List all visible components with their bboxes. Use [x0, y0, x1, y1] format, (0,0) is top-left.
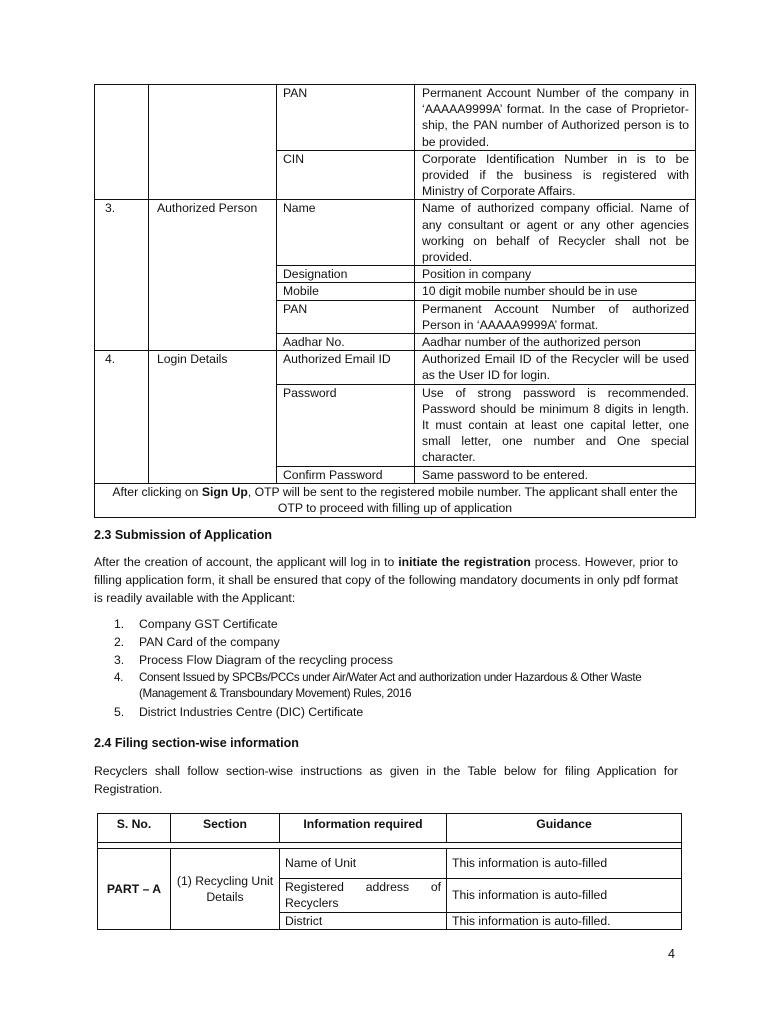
- part-cell: PART – A: [98, 849, 171, 930]
- section-guidance-table: [97, 813, 682, 930]
- column-header: S. No.: [98, 814, 171, 843]
- recycler-account-table: [94, 84, 696, 518]
- description-cell: Corporate Identification Number in is to be provided if the business is registered with Ministry of Corporate Affairs.: [415, 150, 696, 200]
- initiate-registration-label: initiate the registration: [398, 555, 531, 569]
- field-cell: Password: [277, 384, 415, 466]
- table-row: [95, 200, 696, 266]
- section-heading-2-4: 2.4 Filing section-wise information: [94, 736, 299, 750]
- mandatory-documents-list: [114, 616, 694, 722]
- description-cell: Name of authorized company official. Name of any consultant or agent or any other agencies working on behalf of Recycler shall not be provided.: [415, 200, 696, 266]
- section-cell: (1) Recycling Unit Details: [171, 849, 280, 930]
- category-cell: Login Details: [149, 351, 277, 484]
- sno-cell: 3.: [95, 200, 149, 351]
- info-cell: Registered address of Recyclers: [280, 879, 447, 913]
- info-cell: District: [280, 913, 447, 930]
- field-cell: Aadhar No.: [277, 334, 415, 351]
- table-row: [95, 85, 696, 151]
- description-cell: Position in company: [415, 266, 696, 283]
- field-cell: Authorized Email ID: [277, 351, 415, 384]
- sign-up-label: Sign Up: [201, 484, 248, 499]
- column-header: Section: [171, 814, 280, 843]
- column-header: Information required: [280, 814, 447, 843]
- list-item: [114, 634, 694, 650]
- list-number: 5.: [114, 705, 125, 719]
- list-item: [114, 652, 694, 668]
- section-heading-2-3: 2.3 Submission of Application: [94, 528, 273, 542]
- field-cell: Name: [277, 200, 415, 266]
- list-text: District Industries Centre (DIC) Certificate: [139, 705, 364, 719]
- footer-text-end: , OTP will be sent to the registered mobile number. The applicant shall enter the OTP to proceed with filling up of application: [247, 484, 678, 516]
- list-text: Consent Issued by SPCBs/PCCs under Air/Water Act and authorization under Hazardous & Other Waste (Management & Transboundary Movement) Rules, 2016: [139, 671, 642, 700]
- field-cell: Designation: [277, 266, 415, 283]
- sno-cell: 4.: [95, 351, 149, 484]
- description-cell: Use of strong password is recommended. Password should be minimum 8 digits in length. It must contain at least one capital letter, one small letter, one number and One special character.: [415, 384, 696, 466]
- paragraph-text-end: process. However, prior to filling application form, it shall be ensured that copy of the following mandatory documents in only pdf format is readily available with the Applicant:: [94, 555, 679, 605]
- list-item: [114, 616, 694, 632]
- footer-text-start: After clicking on: [112, 484, 202, 499]
- column-header: Guidance: [447, 814, 682, 843]
- description-cell: 10 digit mobile number should be in use: [415, 283, 696, 300]
- list-number: 3.: [114, 653, 125, 667]
- description-cell: Permanent Account Number of authorized Person in ‘AAAAA9999A’ format.: [415, 300, 696, 333]
- category-cell: [149, 85, 277, 200]
- field-cell: CIN: [277, 150, 415, 200]
- guidance-cell: This information is auto-filled: [447, 849, 682, 879]
- category-cell: Authorized Person: [149, 200, 277, 351]
- list-text: Company GST Certificate: [139, 617, 278, 631]
- paragraph-text-start: After the creation of account, the applicant will log in to: [94, 555, 399, 569]
- table-footer-note: [95, 483, 696, 517]
- list-text: PAN Card of the company: [139, 635, 280, 649]
- description-cell: Authorized Email ID of the Recycler will be used as the User ID for login.: [415, 351, 696, 384]
- list-text: Process Flow Diagram of the recycling process: [139, 653, 393, 667]
- table-footer-row: [95, 483, 696, 517]
- list-number: 1.: [114, 617, 125, 631]
- description-cell: Permanent Account Number of the company in ‘AAAAA9999A’ format. In the case of Proprietor-ship, the PAN number of Authorized person is to be provided.: [415, 85, 696, 151]
- list-number: 4.: [114, 671, 123, 684]
- table-row: [95, 351, 696, 384]
- guidance-cell: This information is auto-filled: [447, 879, 682, 913]
- description-cell: Aadhar number of the authorized person: [415, 334, 696, 351]
- field-cell: PAN: [277, 85, 415, 151]
- filing-paragraph: Recyclers shall follow section-wise instructions as given in the Table below for filing Application for Registration.: [94, 764, 678, 796]
- table-header-row: [98, 814, 682, 843]
- guidance-cell: This information is auto-filled.: [447, 913, 682, 930]
- description-cell: Same password to be entered.: [415, 466, 696, 483]
- table-row: [98, 849, 682, 879]
- list-item: [114, 670, 694, 702]
- info-cell: Name of Unit: [280, 849, 447, 879]
- sno-cell: [95, 85, 149, 200]
- submission-paragraph: [94, 553, 678, 607]
- field-cell: PAN: [277, 300, 415, 333]
- list-item: [114, 704, 694, 720]
- field-cell: Mobile: [277, 283, 415, 300]
- field-cell: Confirm Password: [277, 466, 415, 483]
- page-number: 4: [668, 947, 675, 961]
- list-number: 2.: [114, 635, 125, 649]
